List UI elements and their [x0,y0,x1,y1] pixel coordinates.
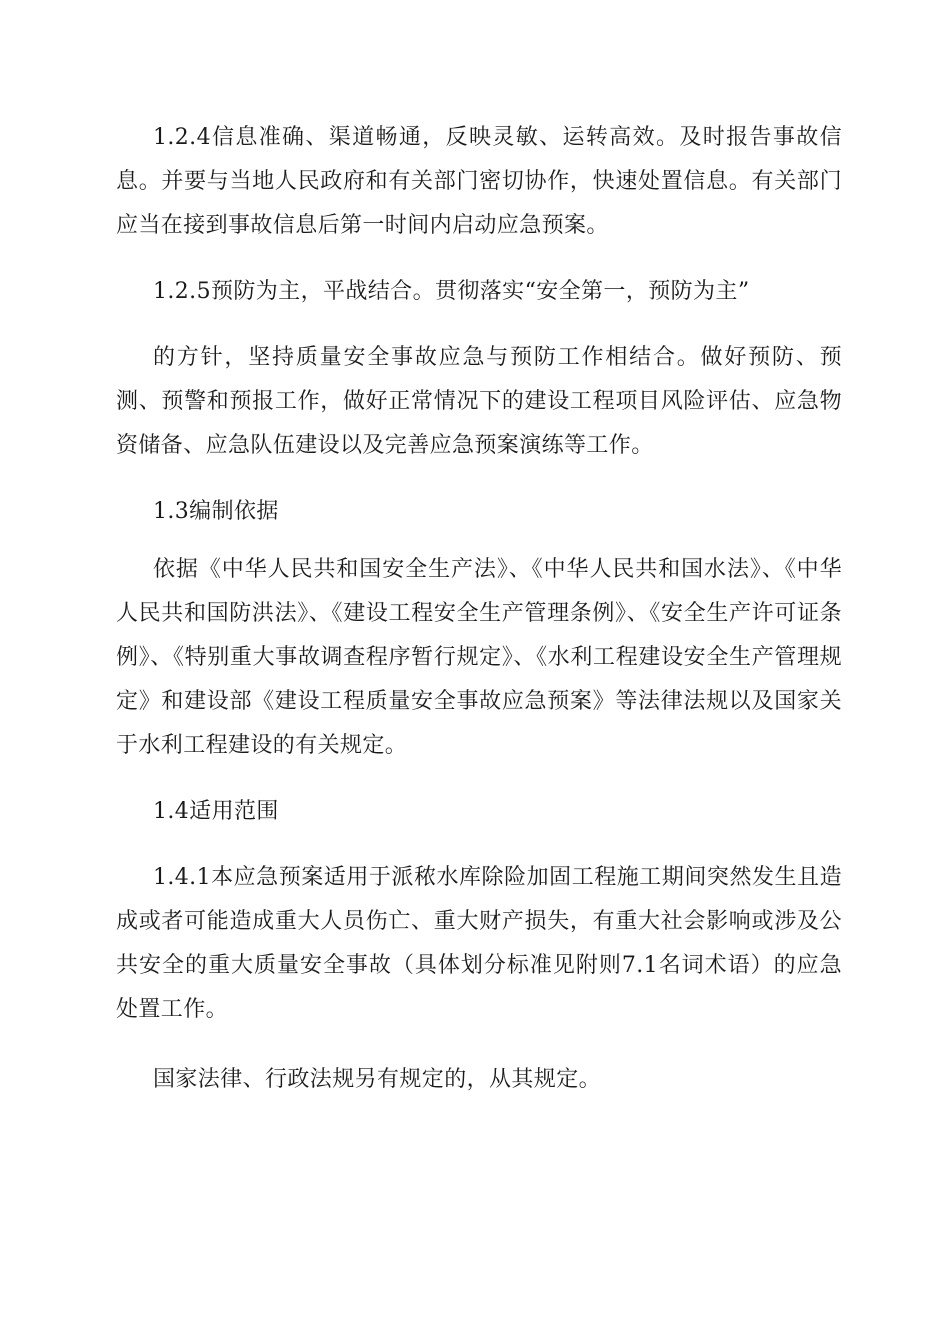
paragraph-1-2-5-body: 的方针，坚持质量安全事故应急与预防工作相结合。做好预防、预测、预警和预报工作，做好正常情况下的建设工程项目风险评估、应急物资储备、应急队伍建设以及完善应急预案演练等工作。 [116,345,842,458]
paragraph-law-note: 国家法律、行政法规另有规定的，从其规定。 [153,1067,602,1092]
section-heading-1-4: 1.4适用范围 [153,799,279,824]
paragraph-1-2-5-lead: 1.2.5预防为主，平战结合。贯彻落实“安全第一，预防为主” [153,279,750,304]
paragraph-1-3-basis: 依据《中华人民共和国安全生产法》、《中华人民共和国水法》、《中华人民共和国防洪法》、《建设工程安全生产管理条例》、《安全生产许可证条例》、《特别重大事故调查程序暂行规定》、《水利工程建设安全生产管理规定》和建设部《建设工程质量安全事故应急预案》等法律法规以及国家关于水利工程建设的有关规定。 [116,557,842,758]
document-body [116,116,842,1102]
section-heading-1-3: 1.3编制依据 [153,499,279,524]
paragraph-1-2-4: 1.2.4信息准确、渠道畅通，反映灵敏、运转高效。及时报告事故信息。并要与当地人民政府和有关部门密切协作，快速处置信息。有关部门应当在接到事故信息后第一时间内启动应急预案。 [116,125,842,238]
paragraph-1-4-1: 1.4.1本应急预案适用于派秾水库除险加固工程施工期间突然发生且造成或者可能造成重大人员伤亡、重大财产损失，有重大社会影响或涉及公共安全的重大质量安全事故（具体划分标准见附则7.1名词术语）的应急处置工作。 [116,865,842,1022]
